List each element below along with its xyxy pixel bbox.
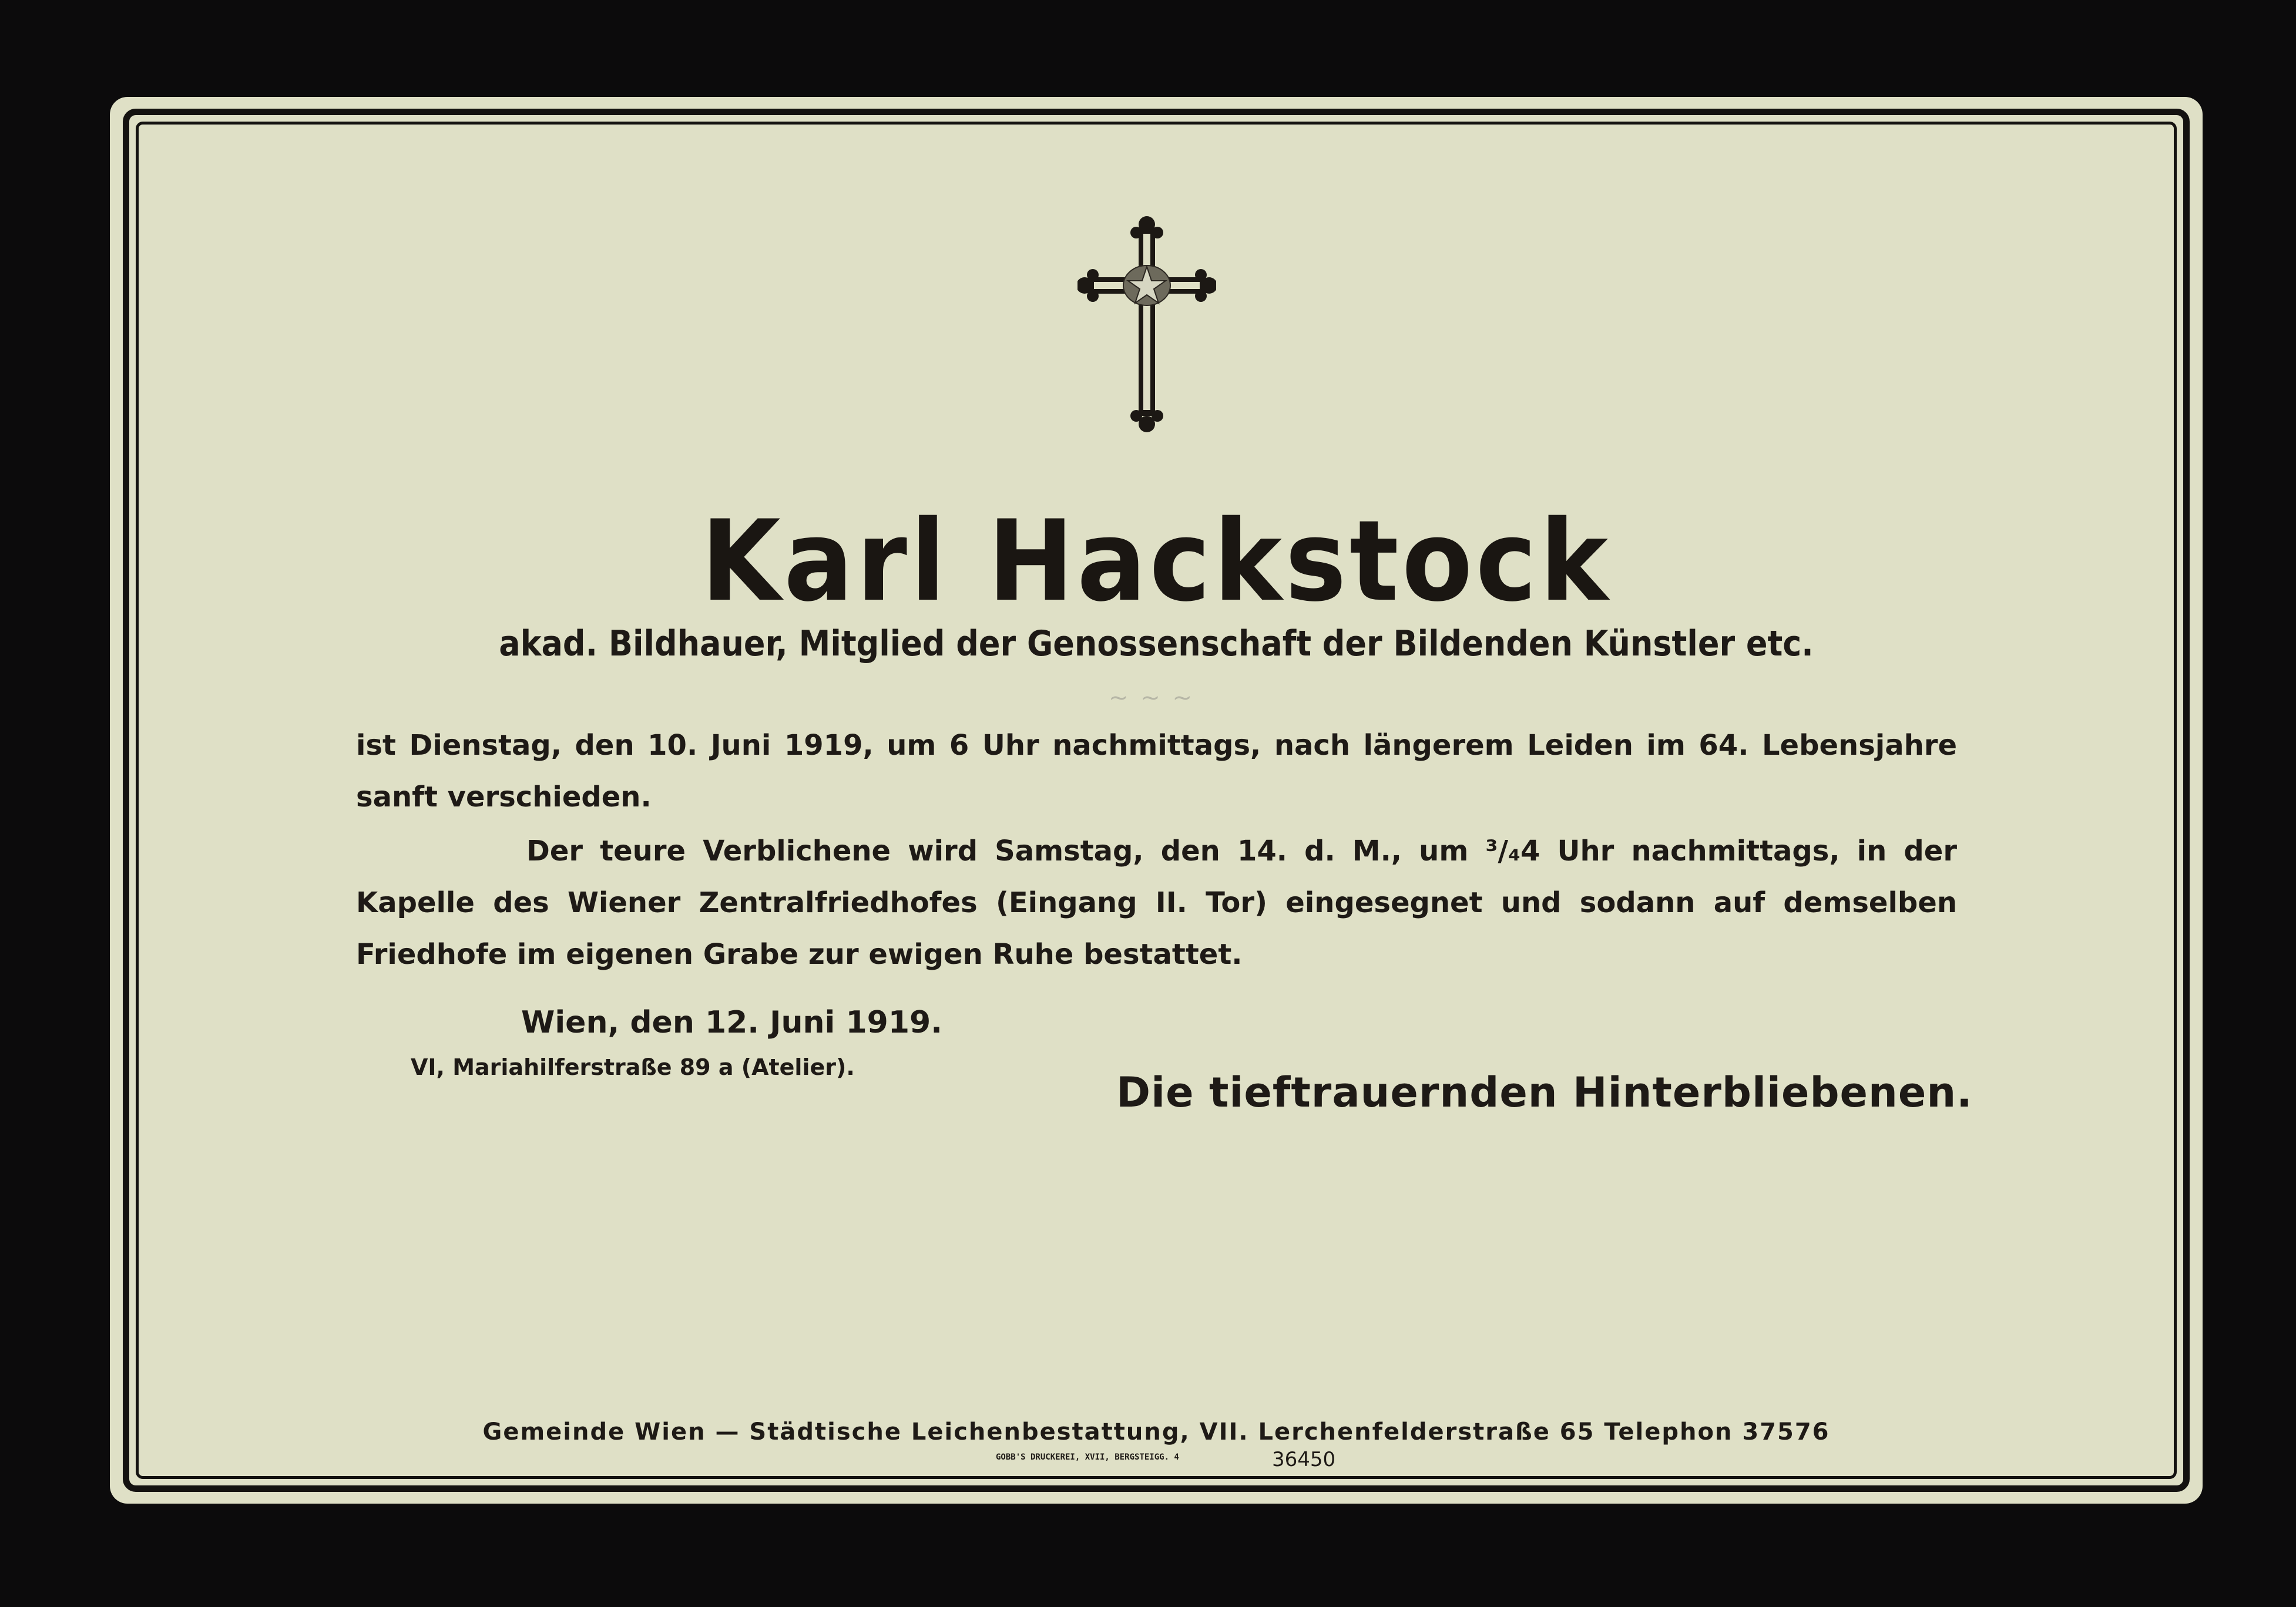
print-number: 36450 <box>1272 1448 1336 1471</box>
mourners-signature: Die tieftrauernden Hinterbliebenen. <box>1116 1068 1973 1117</box>
place-and-date: Wien, den 12. Juni 1919. <box>521 1005 942 1040</box>
address-line: VI, Mariahilferstraße 89 a (Atelier). <box>411 1054 855 1080</box>
printer-imprint: GOBB'S DRUCKEREI, XVII, BERGSTEIGG. 4 <box>996 1453 1179 1462</box>
funeral-details-paragraph: Der teure Verblichene wird Samstag, den 14. d. M., um ³/₄4 Uhr nachmittags, in der Kapelle des Wiener Zentralfriedhofes (Eingang II. Tor) eingesegnet und sodann auf demselben Friedhofe im eigenen Grabe zur ewigen Ruhe bestattet. <box>356 835 1957 971</box>
mourning-cross-icon <box>1077 216 1216 433</box>
deceased-name: Karl Hackstock <box>701 496 1612 626</box>
pencil-annotation: ~ ~ ~ <box>1109 684 1194 711</box>
undertaker-footer: Gemeinde Wien — Städtische Leichenbestattung, VII. Lerchenfelderstraße 65 Telephon 37576 <box>482 1418 1830 1445</box>
death-announcement-paragraph: ist Dienstag, den 10. Juni 1919, um 6 Uhr nachmittags, nach längerem Leiden im 64. Lebensjahre sanft verschieden. <box>356 729 1957 813</box>
obituary-card <box>110 97 2203 1504</box>
deceased-title: akad. Bildhauer, Mitglied der Genossenschaft der Bildenden Künstler etc. <box>499 623 1814 664</box>
